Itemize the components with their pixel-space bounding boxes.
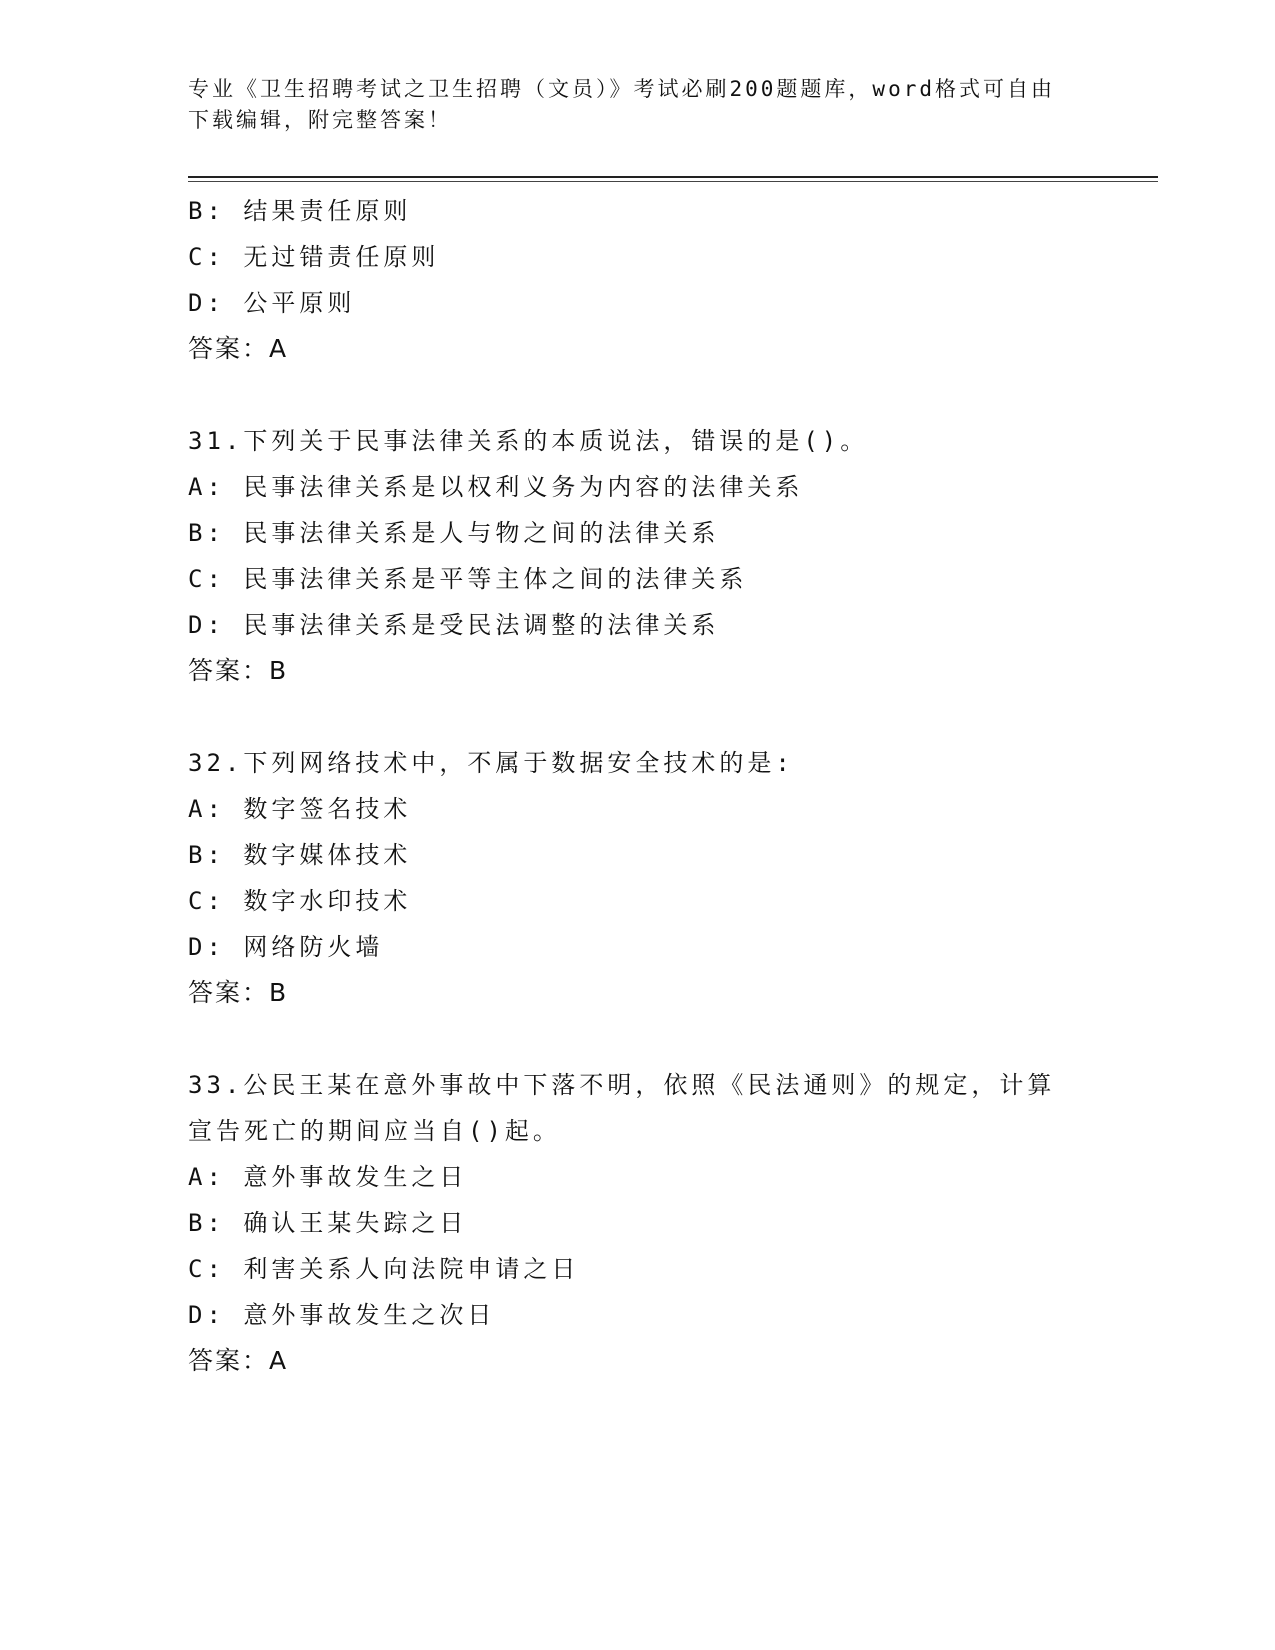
option-c: C: 利害关系人向法院申请之日 bbox=[188, 1255, 580, 1283]
question-stem: 31.下列关于民事法律关系的本质说法，错误的是()。 bbox=[188, 427, 869, 455]
answer-line: 答案：B bbox=[188, 656, 289, 685]
question-block-31 bbox=[188, 418, 1088, 694]
prev-question-block bbox=[188, 188, 1088, 372]
header-divider-thin bbox=[188, 181, 1158, 182]
option-b: B: 确认王某失踪之日 bbox=[188, 1209, 468, 1237]
option-b: B: 结果责任原则 bbox=[188, 197, 412, 225]
option-b: B: 民事法律关系是人与物之间的法律关系 bbox=[188, 519, 720, 547]
option-d: D: 公平原则 bbox=[188, 289, 356, 317]
question-block-33 bbox=[188, 1062, 1088, 1384]
answer-line: 答案：A bbox=[188, 1346, 289, 1375]
option-d: D: 意外事故发生之次日 bbox=[188, 1301, 496, 1329]
document-content bbox=[188, 188, 1088, 1384]
option-c: C: 无过错责任原则 bbox=[188, 243, 440, 271]
option-a: A: 民事法律关系是以权利义务为内容的法律关系 bbox=[188, 473, 804, 501]
option-c: C: 民事法律关系是平等主体之间的法律关系 bbox=[188, 565, 748, 593]
option-b: B: 数字媒体技术 bbox=[188, 841, 412, 869]
answer-line: 答案：B bbox=[188, 978, 289, 1007]
question-block-32 bbox=[188, 740, 1088, 1016]
question-stem: 33.公民王某在意外事故中下落不明，依照《民法通则》的规定，计算宣告死亡的期间应当自()起。 bbox=[188, 1071, 1056, 1145]
option-c: C: 数字水印技术 bbox=[188, 887, 412, 915]
document-header bbox=[188, 74, 1068, 136]
option-d: D: 网络防火墙 bbox=[188, 933, 384, 961]
header-title: 专业《卫生招聘考试之卫生招聘（文员）》考试必刷200题题库，word格式可自由下载编辑，附完整答案！ bbox=[188, 77, 1055, 132]
option-a: A: 意外事故发生之日 bbox=[188, 1163, 468, 1191]
question-stem: 32.下列网络技术中，不属于数据安全技术的是: bbox=[188, 749, 794, 777]
answer-line: 答案：A bbox=[188, 334, 289, 363]
option-a: A: 数字签名技术 bbox=[188, 795, 412, 823]
header-divider-thick bbox=[188, 176, 1158, 178]
option-d: D: 民事法律关系是受民法调整的法律关系 bbox=[188, 611, 720, 639]
